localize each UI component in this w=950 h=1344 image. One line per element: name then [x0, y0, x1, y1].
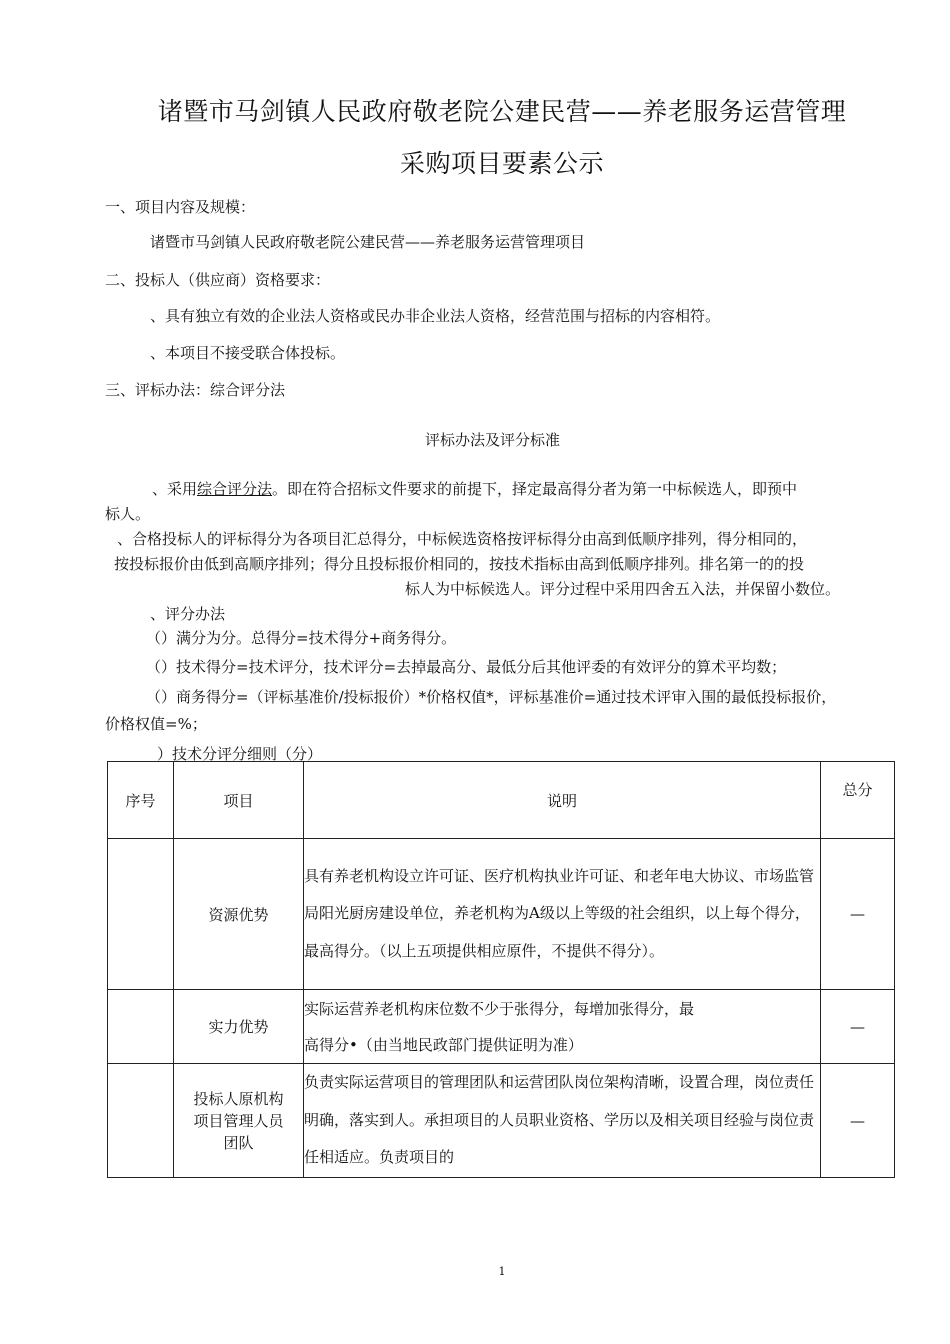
table-header-row: [108, 762, 895, 839]
comprehensive-scoring-link: 综合评分法: [197, 480, 273, 498]
qualification-item: 、具有独立有效的企业法人资格或民办非企业法人资格，经营范围与招标的内容相符。: [150, 307, 721, 325]
row-item: 实力优势: [174, 990, 304, 1064]
table-row: [108, 839, 895, 990]
header-desc: 说明: [304, 762, 821, 839]
scoring-method-2: （）技术得分=技术评分，技术评分=去掉最高分、最低分后其他评委的有效评分的算术平均数；: [146, 658, 787, 676]
row-item-line3: 团队: [223, 1133, 254, 1152]
scoring-method-3: （）商务得分=（评标基准价/投标报价）*价格权值*，评标基准价=通过技术评审入围的最低投标报价，: [146, 688, 837, 706]
row-no: [108, 990, 174, 1064]
evaluation-paragraph-1: [152, 479, 797, 499]
p1-prefix: 、采用: [152, 480, 198, 498]
row-desc-line2: 高得分•（由当地民政部门提供证明为准）: [304, 1035, 583, 1054]
row-item: [174, 1064, 304, 1178]
evaluation-paragraph-2-line2: 按投标报价由低到高顺序排列；得分且投标报价相同的，按技术指标由高到低顺序排列。排名第一的的投: [114, 555, 805, 573]
tech-detail-heading: ）技术分评分细则（分）: [157, 745, 323, 763]
scoring-method-heading: 、评分办法: [150, 605, 226, 623]
section2-heading: 二、投标人（供应商）资格要求：: [105, 271, 331, 289]
evaluation-paragraph-2-line3: 标人为中标候选人。评分过程中采用四舍五入法，并保留小数位。: [405, 580, 841, 598]
row-desc: 具有养老机构设立许可证、医疗机构执业许可证、和老年电大协议、市场监管局阳光厨房建设单位，养老机构为A级以上等级的社会组织，以上每个得分，最高得分。（以上五项提供相应原件，不提供不得分）。: [304, 839, 821, 990]
scoring-method-1: （）满分为分。总得分=技术得分+商务得分。: [146, 629, 457, 647]
section1-heading: 一、项目内容及规模：: [105, 198, 256, 216]
row-desc: [304, 990, 821, 1064]
section3-heading: 三、评标办法：综合评分法: [105, 381, 286, 399]
p1-rest: 。即在符合招标文件要求的前提下，择定最高得分者为第一中标候选人，即预中: [272, 480, 798, 498]
qualification-item: 、本项目不接受联合体投标。: [150, 344, 346, 362]
row-no: [108, 839, 174, 990]
row-desc-line1: 实际运营养老机构床位数不少于张得分，每增加张得分，最: [304, 999, 695, 1018]
evaluation-subtitle: 评标办法及评分标准: [425, 431, 561, 449]
row-total: —: [821, 990, 895, 1064]
section1-content: 诸暨市马剑镇人民政府敬老院公建民营——养老服务运营管理项目: [150, 233, 586, 251]
tech-scoring-table: [107, 761, 895, 1178]
row-item-line1: 投标人原机构: [193, 1089, 284, 1108]
row-desc: 负责实际运营项目的管理团队和运营团队岗位架构清晰，设置合理，岗位责任明确，落实到人。承担项目的人员职业资格、学历以及相关项目经验与岗位责任相适应。负责项目的: [304, 1064, 821, 1178]
row-total: —: [821, 1064, 895, 1178]
page-number: 1: [498, 1265, 506, 1278]
table-row: [108, 990, 895, 1064]
row-no: [108, 1064, 174, 1178]
header-total: 总分: [821, 762, 895, 839]
document-title-line1: 诸暨市马剑镇人民政府敬老院公建民营——养老服务运营管理: [157, 97, 847, 126]
evaluation-paragraph-1-cont: 标人。: [105, 505, 151, 523]
header-no: 序号: [108, 762, 174, 839]
scoring-method-3-cont: 价格权值=%；: [105, 715, 207, 733]
row-item-line2: 项目管理人员: [193, 1111, 284, 1130]
row-item: 资源优势: [174, 839, 304, 990]
header-item: 项目: [174, 762, 304, 839]
evaluation-paragraph-2-line1: 、合格投标人的评标得分为各项目汇总得分，中标候选资格按评标得分由高到低顺序排列，得分相同的，: [117, 530, 808, 548]
row-total: —: [821, 839, 895, 990]
table-row: [108, 1064, 895, 1178]
document-title-line2: 采购项目要素公示: [399, 149, 604, 178]
